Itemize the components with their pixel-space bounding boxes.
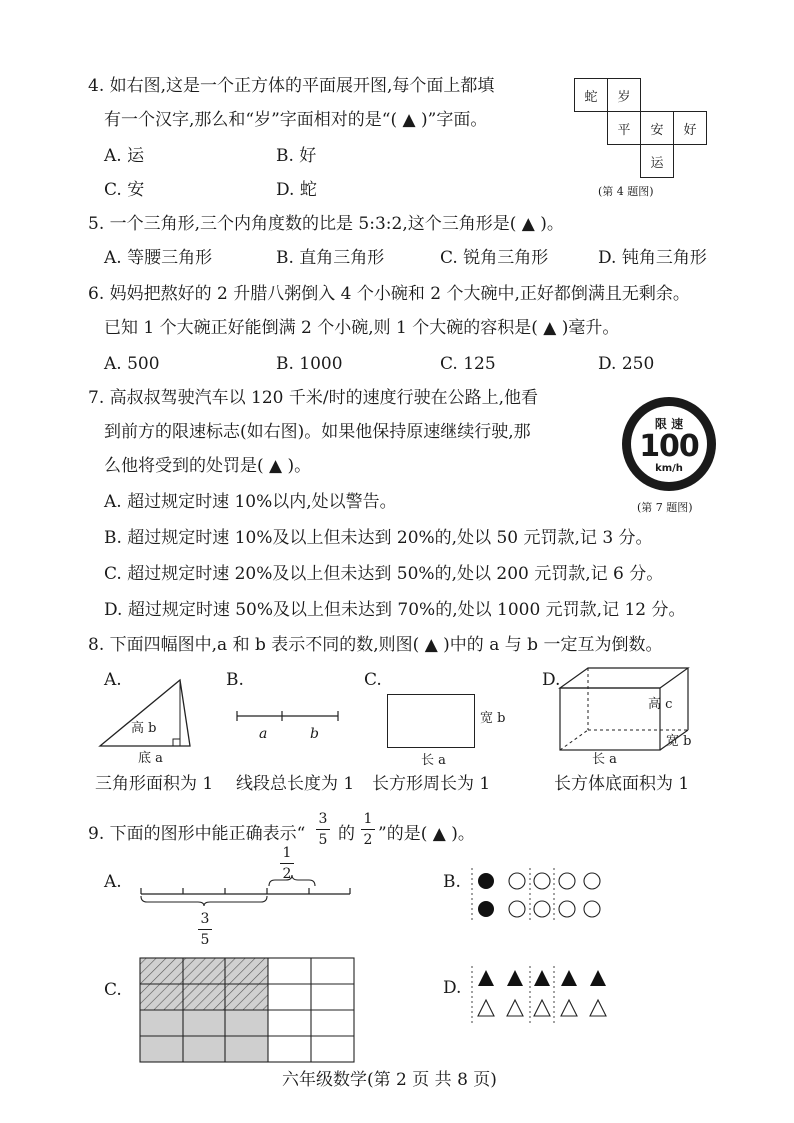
- q5-option-d: D. 钝角三角形: [598, 248, 707, 268]
- net-face: 蛇: [574, 78, 608, 112]
- q6-stem-line2: 已知 1 个大碗正好能倒满 2 个小碗,则 1 个大碗的容积是( ▲ )毫升。: [104, 318, 620, 338]
- q7-figure-caption: (第 7 题图): [637, 501, 693, 514]
- q5-option-a: A. 等腰三角形: [104, 248, 213, 268]
- q4-option-c: C. 安: [104, 180, 145, 200]
- q8-caption-d: 长方体底面积为 1: [554, 774, 690, 794]
- fraction-denominator: 2: [282, 866, 292, 882]
- fraction-denominator: 2: [363, 832, 373, 848]
- q7-stem-line1: 7. 高叔叔驾驶汽车以 120 千米/时的速度行驶在公路上,他看: [88, 388, 539, 408]
- q8-label-d: D.: [542, 670, 561, 690]
- q5-option-c: C. 锐角三角形: [440, 248, 549, 268]
- segment-a-label: a: [259, 726, 268, 742]
- q9-stem-part3: ”的是( ▲ )。: [378, 824, 475, 844]
- q4-option-d: D. 蛇: [276, 180, 317, 200]
- rectangle-length-label: 长 a: [421, 753, 446, 768]
- net-face: 平: [607, 111, 641, 145]
- q7-option-b: B. 超过规定时速 10%及以上但未达到 20%的,处以 50 元罚款,记 3 分。: [104, 528, 653, 548]
- q6-option-c: C. 125: [440, 354, 496, 374]
- page-footer: 六年级数学(第 2 页 共 8 页): [282, 1070, 497, 1090]
- segment-figure: [234, 708, 342, 724]
- q9-label-b: B.: [443, 872, 461, 892]
- q9-label-a: A.: [104, 872, 122, 892]
- cuboid-width-label: 宽 b: [666, 734, 692, 749]
- q8-caption-b: 线段总长度为 1: [236, 774, 355, 794]
- net-face: 岁: [607, 78, 641, 112]
- q5-stem: 5. 一个三角形,三个内角度数的比是 5:3:2,这个三角形是( ▲ )。: [88, 214, 564, 234]
- q6-option-a: A. 500: [104, 354, 160, 374]
- q7-option-a: A. 超过规定时速 10%以内,处以警告。: [104, 492, 397, 512]
- q9-label-d: D.: [443, 978, 462, 998]
- fraction-numerator: 1: [282, 845, 292, 861]
- segment-b-label: b: [310, 726, 319, 742]
- triangle-figure: [96, 676, 196, 748]
- q4-option-b: B. 好: [276, 146, 317, 166]
- q8-label-c: C.: [364, 670, 382, 690]
- sign-unit: km/h: [655, 463, 683, 474]
- net-face: 运: [640, 144, 674, 178]
- q9-stem-part1: 9. 下面的图形中能正确表示“: [88, 824, 306, 844]
- q7-option-c: C. 超过规定时速 20%及以上但未达到 50%的,处以 200 元罚款,记 6 分。: [104, 564, 664, 584]
- q6-option-d: D. 250: [598, 354, 655, 374]
- q6-stem-line1: 6. 妈妈把熬好的 2 升腊八粥倒入 4 个小碗和 2 个大碗中,正好都倒满且无剩余。: [88, 284, 690, 304]
- q4-figure-caption: (第 4 题图): [598, 185, 654, 198]
- q9-stem-part2: 的: [338, 824, 355, 844]
- fraction-numerator: 1: [363, 811, 373, 827]
- q9-fraction-3-5: [316, 812, 330, 847]
- net-face: 好: [673, 111, 707, 145]
- q8-caption-a: 三角形面积为 1: [95, 774, 214, 794]
- triangle-base-label: 底 a: [138, 751, 163, 766]
- q6-option-b: B. 1000: [276, 354, 343, 374]
- q8-label-b: B.: [226, 670, 244, 690]
- triangles-figure: [466, 964, 616, 1026]
- shaded-grid-figure: [138, 956, 358, 1064]
- speed-limit-sign: [622, 397, 716, 491]
- circles-figure: [466, 866, 606, 924]
- fraction-denominator: 5: [200, 932, 210, 948]
- q7-option-d: D. 超过规定时速 50%及以上但未达到 70%的,处以 1000 元罚款,记 12 分。: [104, 600, 686, 620]
- triangle-height-label: 高 b: [131, 721, 157, 736]
- fraction-numerator: 3: [318, 811, 328, 827]
- sign-top-text: 限 速: [654, 417, 684, 431]
- q7-stem-line3: 么他将受到的处罚是( ▲ )。: [104, 456, 312, 476]
- rectangle-figure: [387, 694, 475, 748]
- rectangle-width-label: 宽 b: [480, 711, 506, 726]
- fraction-numerator: 3: [200, 911, 210, 927]
- q8-stem: 8. 下面四幅图中,a 和 b 表示不同的数,则图( ▲ )中的 a 与 b 一定互为倒数。: [88, 635, 663, 655]
- q4-stem-line1: 4. 如右图,这是一个正方体的平面展开图,每个面上都填: [88, 76, 495, 96]
- sign-speed-number: 100: [639, 429, 699, 464]
- fraction-denominator: 5: [318, 832, 328, 848]
- q8-caption-c: 长方形周长为 1: [372, 774, 491, 794]
- q4-option-a: A. 运: [104, 146, 145, 166]
- q5-option-b: B. 直角三角形: [276, 248, 385, 268]
- q9-a-fraction-three-fifths: [198, 912, 212, 947]
- q9-label-c: C.: [104, 980, 122, 1000]
- q7-stem-line2: 到前方的限速标志(如右图)。如果他保持原速继续行驶,那: [104, 422, 531, 442]
- net-face: 安: [640, 111, 674, 145]
- cuboid-length-label: 长 a: [592, 752, 617, 767]
- q9-fraction-1-2: [361, 812, 375, 847]
- q4-stem-line2: 有一个汉字,那么和“岁”字面相对的是“( ▲ )”字面。: [104, 110, 488, 130]
- q8-label-a: A.: [104, 670, 122, 690]
- number-line-figure: [138, 874, 354, 906]
- cuboid-height-label: 高 c: [648, 697, 673, 712]
